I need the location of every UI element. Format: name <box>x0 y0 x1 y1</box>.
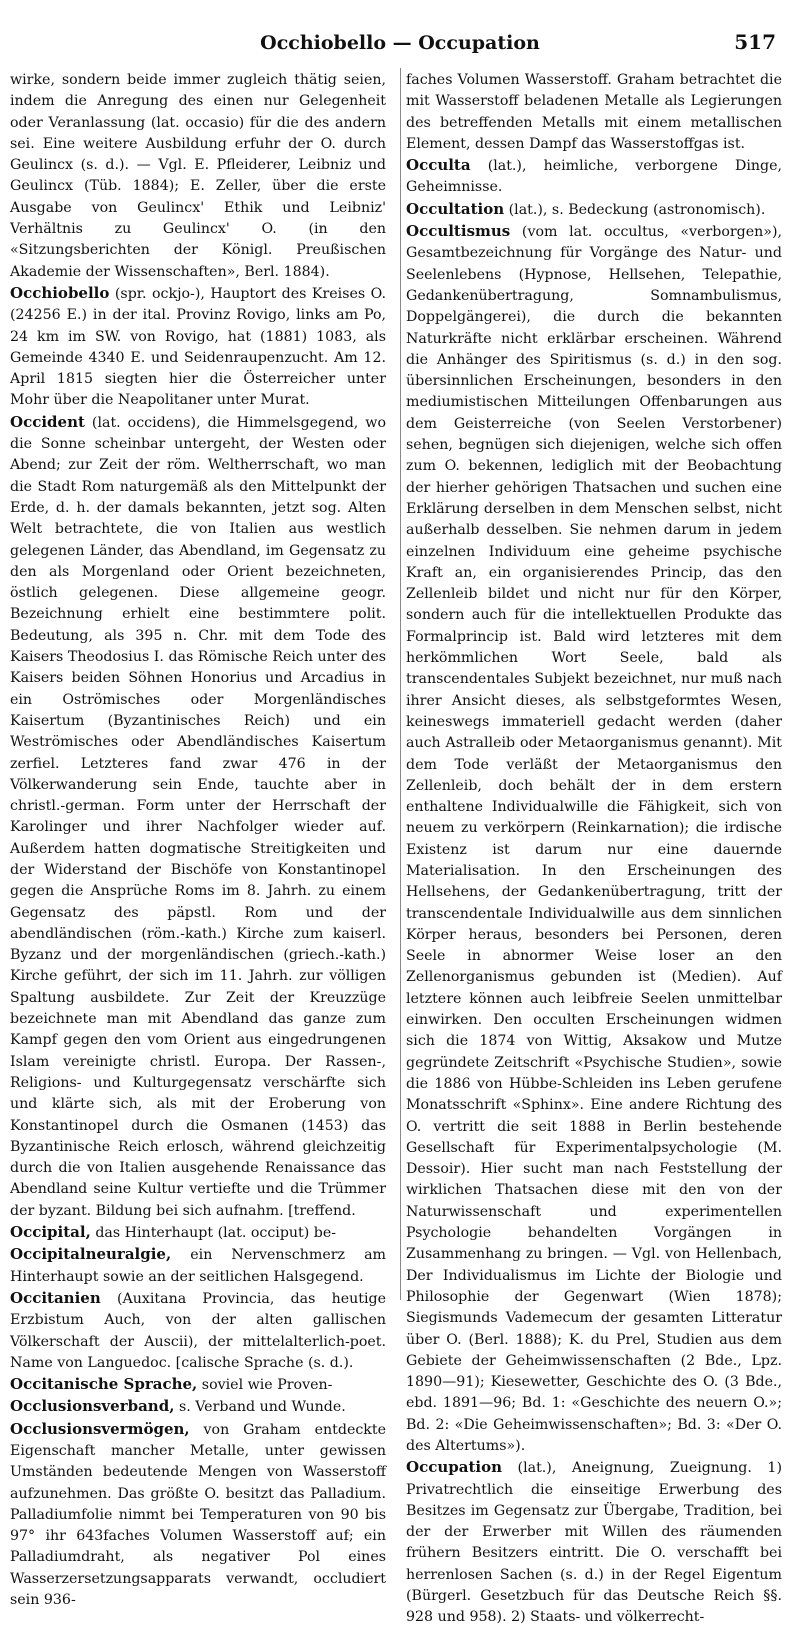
column-divider <box>400 68 401 1300</box>
entry-text: (lat.), Aneignung, Zueignung. 1) Privatrechtlich die einseitige Erwerbung des Besitzes im Gegensatz zur Übergabe, Tradition, bei der der Erwerber mit Willen des räumenden frühern Besitzers eintritt. Die O. verschafft bei herrenlosen Sachen (s. d.) in der Regel Eigentum (Bürgerl. Gesetzbuch für das Deutsche Reich §§. 928 und 958). 2) Staats- und völkerrecht- <box>406 1460 782 1626</box>
entry-term: Occitanische Sprache, <box>10 1375 198 1394</box>
entry-occultation <box>406 199 782 221</box>
entry-text: faches Volumen Wasserstoff. Graham betrachtet die mit Wasserstoff beladenen Metalle als Legierungen des betreffenden Metalls mit einem metallischen Element, dessen Dampf das Wasserstoffgas ist. <box>406 72 782 152</box>
entry-term: Occipital, <box>10 1223 91 1242</box>
page-header <box>0 20 800 60</box>
entry-occlusionsvermoegen <box>10 1419 386 1612</box>
left-column <box>10 70 386 1611</box>
page-number: 517 <box>734 30 776 54</box>
entry-occitanien <box>10 1288 386 1374</box>
entry-text: von Graham entdeckte Eigenschaft mancher Metalle, unter gewissen Umständen bedeutende Mengen von Wasserstoff aufzunehmen. Das größte O. besitzt das Palladium. Palladiumfolie nimmt bei Temperaturen von 90 bis 97° ihr 643faches Volumen Wasserstoff auf; ein Palladiumdraht, als negativer Pol eines Wasserzersetzungsapparats verwandt, occludiert sein 936- <box>10 1421 386 1609</box>
entry-term: Occultation <box>406 199 505 218</box>
entry-term: Occhiobello <box>10 283 110 302</box>
entry-text: (lat.), heimliche, verborgene Dinge, Geheimnisse. <box>406 158 782 196</box>
entry-text: (vom lat. occultus, «verborgen»), Gesamtbezeichnung für Vorgänge des Natur- und Seelenlebens (Hypnose, Hellsehen, Telepathie, Gedankenübertragung, Somnambulismus, Doppelgängerei), die durch die bekannten Naturkräfte nicht erklärbar erscheinen. Während die Anhänger des Spiritismus (s. d.) in den sog. übersinnlichen Erscheinungen, besonders in den mediumistischen Mitteilungen Offenbarungen aus dem Geisterreiche (von Seelen Verstorbener) sehen, begnügen sich diejenigen, welche sich offen zum O. bekennen, lediglich mit der Beobachtung der hierher gehörigen Thatsachen und suchen eine Erklärung derselben in dem Menschen selbst, nicht außerhalb desselben. Sie nehmen darum in jedem einzelnen Individuum eine geheime psychische Kraft an, ein organisierendes Princip, das den Zellenleib bildet und nicht nur für den Körper, sondern auch für die intellektuellen Produkte das Formalprincip ist. Bald wird letzteres mit dem herkömmlichen Wort Seele, bald als transcendentales Subjekt bezeichnet, nur muß nach ihrer Ansicht dieses, als selbstgeformtes Wesen, keineswegs immateriell gedacht werden (daher auch Astralleib oder Metaorganismus genannt). Mit dem Tode verläßt der Metaorganismus den Zellenleib, doch behält der in dem erstern enthaltene Individualwille die Fähigkeit, sich von neuem zu verkörpern (Reinkarnation); die irdische Existenz ist darum nur eine dauernde Materialisation. In den Erscheinungen des Hellsehens, der Gedankenübertragung, tritt der transcendentale Individualwille aus dem sinnlichen Körper heraus, besonders bei Personen, deren Seele in abnormer Weise loser an den Zellenorganismus gebunden ist (Medien). Auf letztere können auch leibfreie Seelen unmittelbar einwirken. Den occulten Erscheinungen widmen sich die 1874 von Wittig, Aksakow und Mutze gegründete Zeitschrift «Psychische Studien», sowie die 1886 von Hübbe-Schleiden ins Leben gerufene Monatsschrift «Sphinx». Eine andere Richtung des O. vertritt die seit 1888 in Berlin bestehende Gesellschaft für Experimentalpsychologie (M. Dessoir). Hier sucht man nach Feststellung der wirklichen Thatsachen diese mit den von der Naturwissenschaft und experimentellen Psychologie behandelten Vorgängen in Zusammenhang zu bringen. — Vgl. von Hellenbach, Der Individualismus im Lichte der Biologie und Philosophie der Gegenwart (Wien 1878); Siegismunds Vademecum der gesamten Litteratur über O. (Berl. 1888); K. du Prel, Studien aus dem Gebiete der Geheimwissenschaften (2 Bde., Lpz. 1890—91); Kiesewetter, Geschichte des O. (3 Bde., ebd. 1891—96; Bd. 1: «Geschichte des neuern O.»; Bd. 2: «Die Geheimwissenschaften»; Bd. 3: «Der O. des Altertums»). <box>406 224 783 1454</box>
entry-text: (lat. occidens), die Himmelsgegend, wo die Sonne scheinbar untergeht, der Westen oder Abend; zur Zeit der röm. Weltherrschaft, wo man die Stadt Rom naturgemäß als den Mittelpunkt der Erde, d. h. der damals bekannten, jetzt sog. Alten Welt betrachtete, die von Italien aus westlich gelegenen Länder, das Abendland, im Gegensatz zu den als Morgenland oder Orient bezeichneten, östlich gelegenen. Diese allgemeine geogr. Bezeichnung erhielt eine bestimmtere polit. Bedeutung, als 395 n. Chr. mit dem Tode des Kaisers Theodosius I. das Römische Reich unter des Kaisers beiden Söhnen Honorius und Arcadius in ein Oströmisches oder Morgenländisches Kaisertum (Byzantinisches Reich) und ein Weströmisches oder Abendländisches Kaisertum zerfiel. Letzteres fand zwar 476 in der Völkerwanderung sein Ende, tauchte aber in christl.-german. Form unter der Herrschaft der Karolinger und ihrer Nachfolger wieder auf. Außerdem hatten dogmatische Streitigkeiten und der Widerstand der Bischöfe von Konstantinopel gegen die Ansprüche Roms im 8. Jahrh. zu einem Gegensatz des päpstl. Rom und der abendländischen (röm.-kath.) Kirche zum kaiserl. Byzanz und der morgenländischen (griech.-kath.) Kirche geführt, der sich im 11. Jahrh. zur völligen Spaltung ausbildete. Zur Zeit der Kreuzzüge bezeichnete man mit Abendland das ganze zum Kampf gegen den vom Orient aus eingedrungenen Islam vereinigte christl. Europa. Der Rassen-, Religions- und Kulturgegensatz verschärfte sich und klärte sich, als mit der Eroberung von Konstantinopel durch die Osmanen (1453) das Byzantinische Reich erlosch, während gleichzeitig durch die von Italien ausgehende Renaissance das Abendland seine Kultur vertiefte und die Trümmer der byzant. Bildung bei sich aufnahm. [treffend. <box>10 414 386 1219</box>
entry-term: Occultismus <box>406 222 511 241</box>
entry-text: (spr. ockjo-), Hauptort des Kreises O. (24256 E.) in der ital. Provinz Rovigo, links am Po, 24 km im SW. von Rovigo, hat (1881) 1083, als Gemeinde 4340 E. und Seidenraupenzucht. Am 12. April 1815 siegten hier die Österreicher unter Mohr über die Neapolitaner unter Murat. <box>10 285 386 409</box>
entry-text: (lat.), s. Bedeckung (astronomisch). <box>508 201 766 218</box>
entry-occlusionsverband <box>10 1396 386 1418</box>
entry-text: soviel wie Proven- <box>201 1377 333 1394</box>
entry-term: Occident <box>10 412 85 431</box>
entry-term: Occlusionsvermögen, <box>10 1419 190 1438</box>
entry-continuation <box>10 70 386 283</box>
entry-occupation <box>406 1457 782 1628</box>
entry-occipitalneuralgie <box>10 1244 386 1288</box>
entry-term: Occlusionsverband, <box>10 1397 175 1416</box>
entry-term: Occitanien <box>10 1288 101 1307</box>
entry-text: wirke, sondern beide immer zugleich thätig seien, indem die Anregung des einen nur Gelegenheit oder Veranlassung (lat. occasio) für die des andern sei. Eine weitere Ausbildung erfuhr der O. durch Geulincx (s. d.). — Vgl. E. Pfleiderer, Leibniz und Geulincx (Tüb. 1884); E. Zeller, über die erste Ausgabe von Geulincx' Ethik und Leibniz' Verhältnis zu Geulincx' O. (in den «Sitzungsberichten der Königl. Preußischen Akademie der Wissenschaften», Berl. 1884). <box>10 72 386 280</box>
entry-text: ein Nervenschmerz am Hinterhaupt sowie an der seitlichen Halsgegend. <box>10 1247 386 1285</box>
entry-term: Occupation <box>406 1458 502 1477</box>
entry-occident <box>10 412 386 1222</box>
running-head: Occhiobello — Occupation <box>260 32 540 54</box>
entry-occipital <box>10 1222 386 1244</box>
entry-term: Occipitalneuralgie, <box>10 1245 172 1264</box>
entry-occhiobello <box>10 283 386 412</box>
entry-occultismus <box>406 221 782 1457</box>
right-column <box>406 70 782 1629</box>
entry-occitanische-sprache <box>10 1374 386 1396</box>
entry-continuation <box>406 70 782 155</box>
entry-text: das Hinterhaupt (lat. occiput) be- <box>95 1225 337 1242</box>
entry-text: (Auxitana Provincia, das heutige Erzbistum Auch, von der alten gallischen Völkerschaft der Auscii), der mittelalterlich-poet. Name von Languedoc. [calische Sprache (s. d.). <box>10 1290 387 1371</box>
entry-occulta <box>406 155 782 199</box>
entry-term: Occulta <box>406 156 471 175</box>
entry-text: s. Verband und Wunde. <box>178 1399 346 1416</box>
